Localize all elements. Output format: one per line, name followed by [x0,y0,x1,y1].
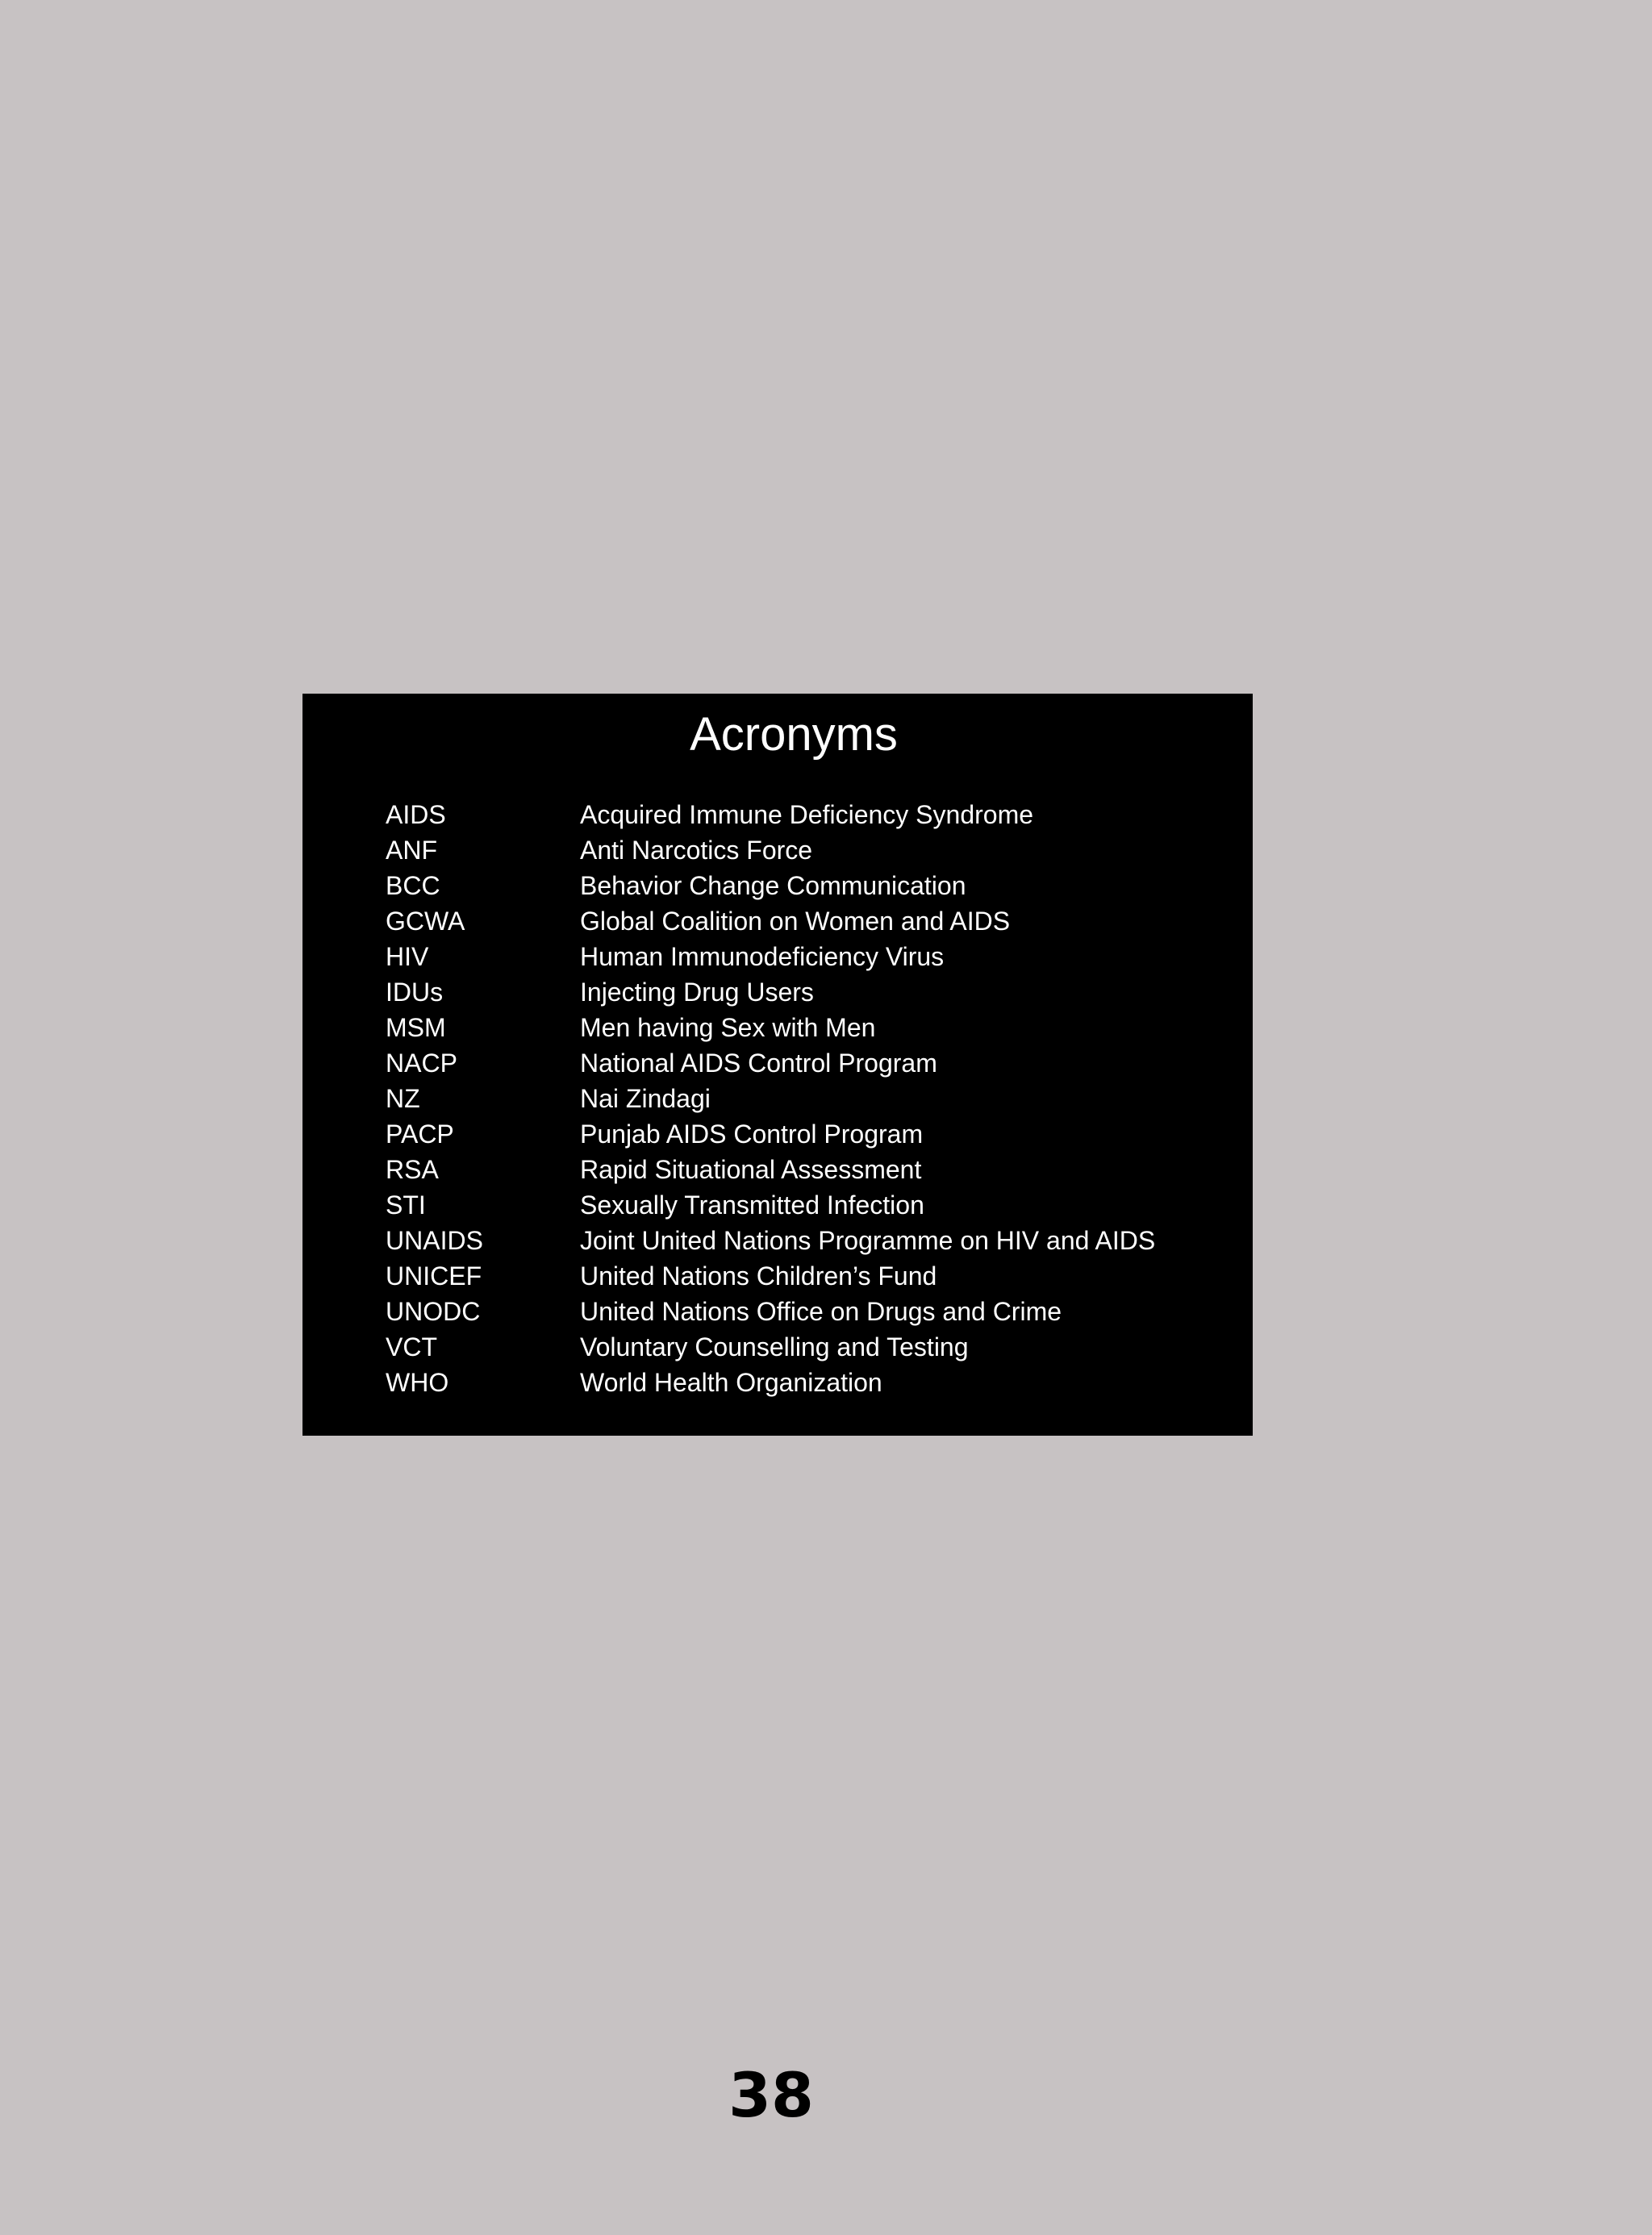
acronym-row [386,1010,1224,1045]
acronym-row [386,903,1224,939]
page-number: 38 [728,2059,814,2131]
acronym-abbreviation: ANF [386,836,437,865]
acronym-row [386,797,1224,832]
acronym-definition: Human Immunodeficiency Virus [580,942,945,971]
acronym-definition: World Health Organization [580,1368,882,1397]
acronym-definition: Injecting Drug Users [580,978,814,1007]
acronym-abbreviation: AIDS [386,800,446,829]
acronym-abbreviation: VCT [386,1332,437,1361]
acronym-abbreviation: UNICEF [386,1261,482,1291]
acronym-row [386,974,1224,1010]
acronym-abbreviation: WHO [386,1368,449,1397]
acronym-definition: Voluntary Counselling and Testing [580,1332,969,1361]
acronyms-title: Acronyms [690,708,898,761]
acronym-row [386,1294,1224,1329]
acronym-row [386,939,1224,974]
acronym-row [386,832,1224,868]
acronym-definition: Behavior Change Communication [580,871,966,900]
acronym-row [386,1187,1224,1223]
acronym-abbreviation: STI [386,1190,426,1220]
acronym-abbreviation: GCWA [386,907,465,936]
acronym-row [386,1152,1224,1187]
acronym-row [386,868,1224,903]
acronym-row [386,1045,1224,1081]
acronym-abbreviation: UNAIDS [386,1226,483,1255]
acronym-abbreviation: IDUs [386,978,444,1007]
acronym-definition: Global Coalition on Women and AIDS [580,907,1011,936]
acronym-definition: Men having Sex with Men [580,1013,876,1042]
acronym-abbreviation: RSA [386,1155,439,1184]
acronym-abbreviation: NACP [386,1049,457,1078]
acronym-definition: Rapid Situational Assessment [580,1155,922,1184]
acronym-row [386,1329,1224,1365]
acronym-row [386,1365,1224,1400]
acronym-row [386,1116,1224,1152]
acronym-definition: Joint United Nations Programme on HIV and AIDS [580,1226,1156,1255]
acronym-definition: Sexually Transmitted Infection [580,1190,924,1220]
acronym-row [386,1223,1224,1258]
acronym-definition: Acquired Immune Deficiency Syndrome [580,800,1034,829]
acronym-abbreviation: MSM [386,1013,446,1042]
acronym-row [386,1081,1224,1116]
acronym-definition: Punjab AIDS Control Program [580,1120,924,1149]
acronym-definition: Anti Narcotics Force [580,836,813,865]
acronym-abbreviation: NZ [386,1084,420,1113]
acronym-definition: National AIDS Control Program [580,1049,937,1078]
acronym-definition: United Nations Office on Drugs and Crime [580,1297,1062,1326]
acronym-row [386,1258,1224,1294]
acronym-abbreviation: BCC [386,871,440,900]
acronym-definition: United Nations Children’s Fund [580,1261,937,1291]
acronym-abbreviation: HIV [386,942,429,971]
acronyms-box [302,694,1253,1436]
acronym-definition: Nai Zindagi [580,1084,711,1113]
acronym-list [386,797,1224,1400]
acronym-abbreviation: UNODC [386,1297,481,1326]
acronym-abbreviation: PACP [386,1120,454,1149]
